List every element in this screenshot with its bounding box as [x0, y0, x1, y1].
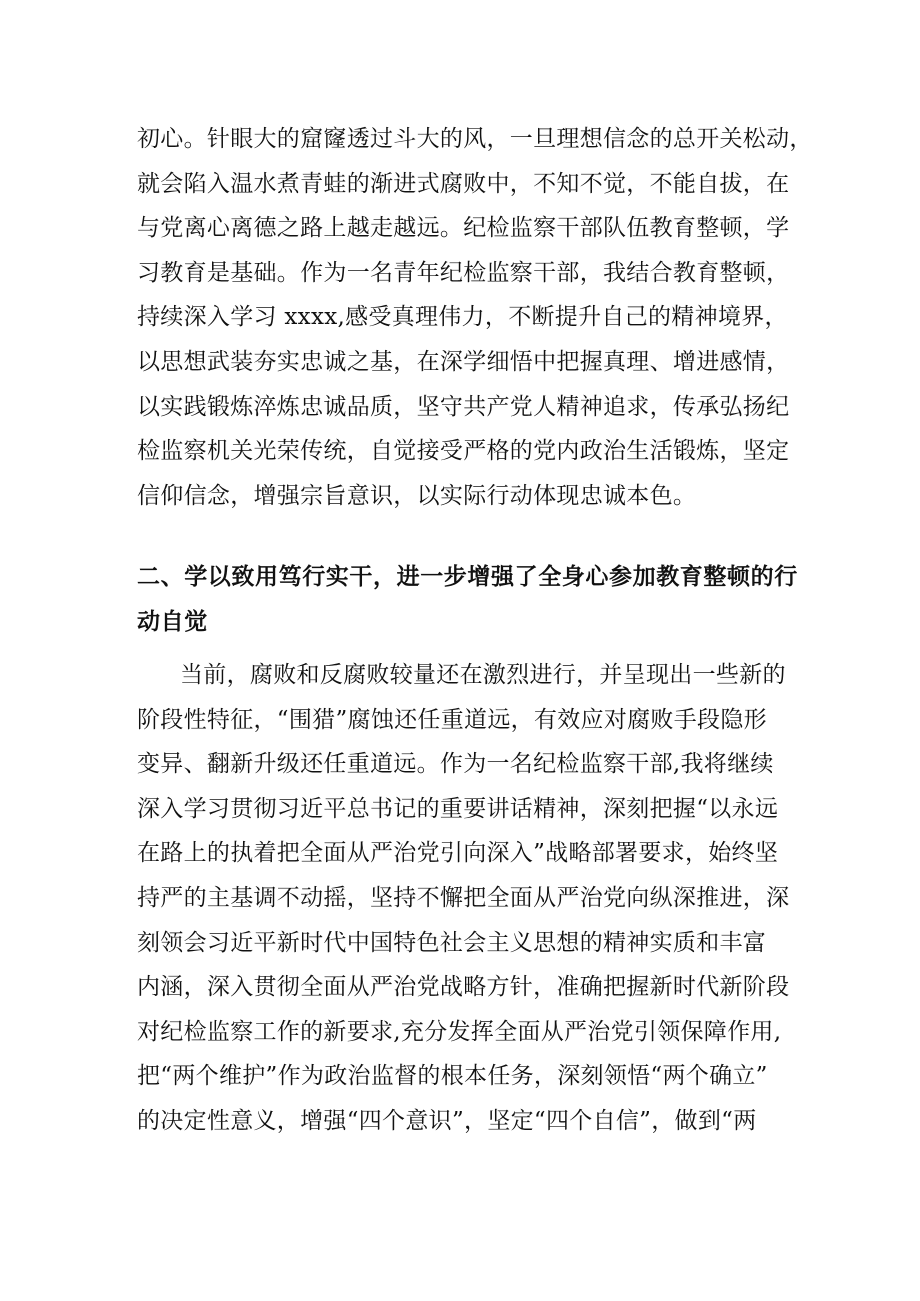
text-line: 刻领会习近平新时代中国特色社会主义思想的精神实质和丰富: [137, 929, 767, 956]
section-heading: [137, 555, 798, 644]
text-line: 以思想武装夯实忠诚之基，在深学细悟中把握真理、增进感情，: [137, 348, 790, 375]
text-line: 以实践锻炼淬炼忠诚品质，坚守共产党人精神追求，传承弘扬纪: [137, 393, 790, 420]
text-line: 在路上的执着把全面从严治党引向深入”战略部署要求，始终坚: [137, 840, 779, 867]
text-line: 把“两个维护”作为政治监督的根本任务，深刻领悟“两个确立”: [137, 1063, 768, 1090]
text-line: 内涵，深入贯彻全面从严治党战略方针，准确把握新时代新阶段: [137, 974, 790, 1001]
heading-line: 二、学以致用笃行实干，进一步增强了全身心参加教育整顿的行: [137, 564, 798, 590]
text-line: 持续深入学习 xxxx,感受真理伟力，不断提升自己的精神境界，: [137, 304, 788, 331]
text-line: 当前，腐败和反腐败较量还在激烈进行，并呈现出一些新的: [180, 662, 786, 688]
text-line: 对纪检监察工作的新要求,充分发挥全面从严治党引领保障作用,: [137, 1018, 782, 1045]
text-line: 深入学习贯彻习近平总书记的重要讲话精神，深刻把握“以永远: [137, 795, 779, 822]
paragraph-2: [137, 653, 790, 1144]
text-line: 检监察机关光荣传统，自觉接受严格的党内政治生活锻炼，坚定: [137, 438, 790, 465]
text-line: 习教育是基础。作为一名青年纪检监察干部，我结合教育整顿，: [137, 259, 790, 286]
text-line: 的决定性意义，增强“四个意识”，坚定“四个自信”，做到“两: [137, 1107, 757, 1134]
heading-line: 动自觉: [137, 608, 208, 635]
text-line: 持严的主基调不动摇，坚持不懈把全面从严治党向纵深推进，深: [137, 884, 790, 911]
text-line: 信仰信念，增强宗旨意识，以实际行动体现忠诚本色。: [137, 482, 697, 509]
text-line: 就会陷入温水煮青蛙的渐进式腐败中，不知不觉，不能自拔，在: [137, 170, 790, 197]
text-line: 初心。针眼大的窟窿透过斗大的风，一旦理想信念的总开关松动，: [137, 126, 813, 152]
text-line: 与党离心离德之路上越走越远。纪检监察干部队伍教育整顿，学: [137, 215, 790, 242]
paragraph-1: [137, 117, 813, 518]
text-line: 阶段性特征，“围猎”腐蚀还任重道远，有效应对腐败手段隐形: [137, 706, 767, 733]
text-line: 变异、翻新升级还任重道远。作为一名纪检监察干部,我将继续: [137, 751, 774, 778]
